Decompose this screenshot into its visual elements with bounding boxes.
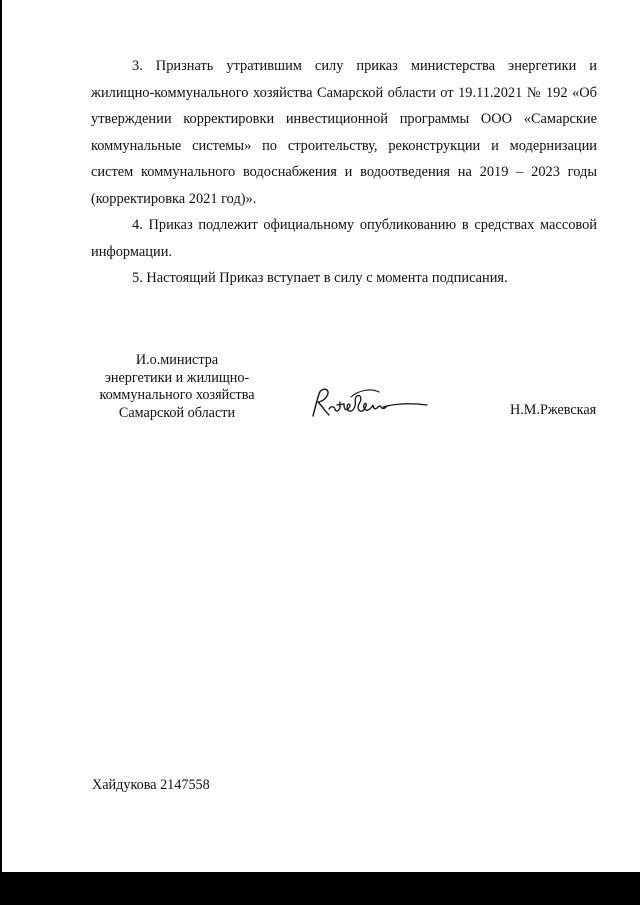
- scan-bottom-band: [0, 872, 640, 905]
- signatory-title: [88, 352, 266, 422]
- signer-name: Н.М.Ржевская: [510, 402, 597, 418]
- paragraph-4: 4. Приказ подлежит официальному опубликованию в средствах массовой информации.: [91, 217, 597, 260]
- handwritten-signature: [307, 378, 437, 428]
- scan-left-edge: [0, 0, 2, 872]
- signatory-title-line: И.о.министра: [135, 352, 219, 368]
- document-body: [91, 53, 597, 292]
- paragraph-5: 5. Настоящий Приказ вступает в силу с момента подписания.: [132, 270, 508, 286]
- paragraph-3: 3. Признать утратившим силу приказ министерства энергетики и жилищно-коммунального хозяйства Самарской области от 19.11.2021 № 192 «Об утверждении корректировки инвестиционной программы ООО «Самарские коммунальные системы» по строительству, реконструкции и модернизации систем коммунального водоснабжения и водоотведения на 2019 – 2023 годы (корректировка 2021 год)».: [91, 58, 597, 207]
- contact-info: Хайдукова 2147558: [92, 777, 210, 793]
- signatory-title-line: коммунального хозяйства: [99, 387, 255, 403]
- signatory-title-line: Самарской области: [118, 404, 236, 421]
- signatory-title-line: энергетики и жилищно-: [104, 369, 250, 386]
